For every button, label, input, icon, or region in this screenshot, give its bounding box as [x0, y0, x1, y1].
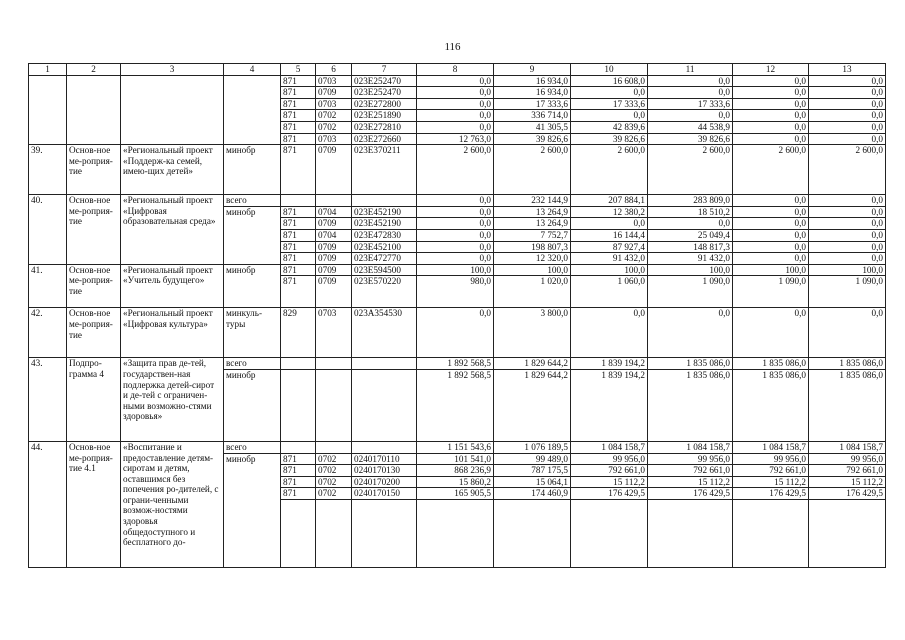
amount-cell: 787 175,5 [494, 465, 571, 477]
empty-cell [809, 499, 886, 567]
amount-cell: 0,0 [809, 253, 886, 265]
item-name: «Региональный проект «Цифровая культура» [121, 308, 224, 358]
amount-cell: 0,0 [733, 241, 809, 253]
amount-cell: 0,0 [417, 195, 494, 207]
amount-cell: 792 661,0 [648, 465, 733, 477]
amount-cell: 41 305,5 [494, 121, 571, 133]
empty-cell [316, 195, 352, 207]
executor-cell: всего [224, 441, 281, 453]
target-code-cell: 023E472830 [352, 229, 417, 241]
target-code-cell: 023E251890 [352, 110, 417, 122]
section-code-cell: 0702 [316, 488, 352, 500]
target-code-cell: 0240170110 [352, 453, 417, 465]
department-code-cell: 871 [281, 87, 316, 99]
amount-cell: 148 817,3 [648, 241, 733, 253]
section-code-cell: 0704 [316, 229, 352, 241]
amount-cell: 0,0 [648, 75, 733, 87]
target-code-cell: 023E272660 [352, 133, 417, 145]
department-code-cell: 871 [281, 229, 316, 241]
amount-cell: 1 084 158,7 [733, 441, 809, 453]
amount-cell: 25 049,4 [648, 229, 733, 241]
executor-cell: минкуль-туры [224, 308, 281, 358]
amount-cell: 0,0 [809, 308, 886, 358]
target-code-cell: 0240170130 [352, 465, 417, 477]
section-code-cell: 0703 [316, 75, 352, 87]
item-type: Основ-ное ме-роприя-тие [67, 308, 121, 358]
amount-cell: 101 541,0 [417, 453, 494, 465]
empty-cell [281, 499, 316, 567]
department-code-cell: 871 [281, 145, 316, 195]
amount-cell: 100,0 [648, 264, 733, 276]
empty-cell [316, 369, 352, 441]
empty-cell [121, 75, 224, 145]
column-header: 9 [494, 64, 571, 76]
item-type: Подпро-грамма 4 [67, 358, 121, 442]
amount-cell: 0,0 [733, 121, 809, 133]
department-code-cell: 871 [281, 75, 316, 87]
amount-cell: 91 432,0 [571, 253, 648, 265]
amount-cell: 0,0 [733, 98, 809, 110]
item-number: 41. [29, 264, 67, 308]
amount-cell: 0,0 [809, 206, 886, 218]
amount-cell: 0,0 [417, 241, 494, 253]
department-code-cell: 871 [281, 488, 316, 500]
amount-cell: 39 826,6 [571, 133, 648, 145]
amount-cell: 16 934,0 [494, 75, 571, 87]
executor-cell: минобр [224, 145, 281, 195]
empty-cell [281, 195, 316, 207]
amount-cell: 0,0 [809, 195, 886, 207]
empty-cell [281, 369, 316, 441]
amount-cell: 1 084 158,7 [648, 441, 733, 453]
amount-cell: 1 020,0 [494, 276, 571, 308]
amount-cell: 100,0 [809, 264, 886, 276]
table-row [29, 264, 886, 276]
amount-cell: 0,0 [733, 253, 809, 265]
department-code-cell: 871 [281, 276, 316, 308]
section-code-cell: 0702 [316, 465, 352, 477]
amount-cell: 1 835 086,0 [809, 358, 886, 370]
amount-cell: 0,0 [733, 229, 809, 241]
section-code-cell: 0709 [316, 253, 352, 265]
amount-cell: 87 927,4 [571, 241, 648, 253]
section-code-cell: 0709 [316, 145, 352, 195]
table-row [29, 308, 886, 358]
amount-cell: 17 333,6 [571, 98, 648, 110]
item-type: Основ-ное ме-роприя-тие [67, 195, 121, 265]
amount-cell: 0,0 [417, 229, 494, 241]
amount-cell: 336 714,0 [494, 110, 571, 122]
target-code-cell: 0240170200 [352, 476, 417, 488]
empty-cell [281, 441, 316, 453]
amount-cell: 868 236,9 [417, 465, 494, 477]
amount-cell: 1 835 086,0 [809, 369, 886, 441]
executor-cell: минобр [224, 264, 281, 308]
amount-cell: 0,0 [417, 308, 494, 358]
amount-cell: 0,0 [571, 218, 648, 230]
item-number: 44. [29, 441, 67, 567]
amount-cell: 16 608,0 [571, 75, 648, 87]
amount-cell: 2 600,0 [648, 145, 733, 195]
empty-cell [224, 75, 281, 145]
amount-cell: 0,0 [809, 75, 886, 87]
amount-cell: 0,0 [733, 75, 809, 87]
amount-cell: 15 112,2 [809, 476, 886, 488]
amount-cell: 1 151 543,6 [417, 441, 494, 453]
amount-cell: 13 264,9 [494, 206, 571, 218]
target-code-cell: 023E452100 [352, 241, 417, 253]
amount-cell: 1 084 158,7 [809, 441, 886, 453]
target-code-cell: 023A354530 [352, 308, 417, 358]
department-code-cell: 871 [281, 253, 316, 265]
amount-cell: 283 809,0 [648, 195, 733, 207]
column-header: 8 [417, 64, 494, 76]
amount-cell: 0,0 [809, 87, 886, 99]
amount-cell: 176 429,5 [809, 488, 886, 500]
table-row [29, 358, 886, 370]
amount-cell: 1 839 194,2 [571, 369, 648, 441]
amount-cell: 13 264,9 [494, 218, 571, 230]
amount-cell: 15 860,2 [417, 476, 494, 488]
section-code-cell: 0703 [316, 98, 352, 110]
amount-cell: 1 835 086,0 [733, 369, 809, 441]
amount-cell: 99 956,0 [648, 453, 733, 465]
amount-cell: 91 432,0 [648, 253, 733, 265]
amount-cell: 7 752,7 [494, 229, 571, 241]
department-code-cell: 871 [281, 453, 316, 465]
executor-cell: всего [224, 358, 281, 370]
amount-cell: 176 429,5 [733, 488, 809, 500]
target-code-cell: 023E472770 [352, 253, 417, 265]
amount-cell: 0,0 [417, 253, 494, 265]
empty-cell [352, 358, 417, 370]
target-code-cell: 023E594500 [352, 264, 417, 276]
amount-cell: 0,0 [648, 87, 733, 99]
empty-cell [494, 499, 571, 567]
column-header: 7 [352, 64, 417, 76]
amount-cell: 39 826,6 [648, 133, 733, 145]
target-code-cell: 023E272810 [352, 121, 417, 133]
amount-cell: 1 835 086,0 [733, 358, 809, 370]
amount-cell: 12 380,2 [571, 206, 648, 218]
amount-cell: 1 084 158,7 [571, 441, 648, 453]
amount-cell: 0,0 [733, 206, 809, 218]
amount-cell: 0,0 [733, 110, 809, 122]
item-type: Основ-ное ме-роприя-тие 4.1 [67, 441, 121, 567]
section-code-cell: 0702 [316, 110, 352, 122]
amount-cell: 0,0 [809, 110, 886, 122]
amount-cell: 2 600,0 [494, 145, 571, 195]
department-code-cell: 829 [281, 308, 316, 358]
department-code-cell: 871 [281, 218, 316, 230]
item-name: «Воспитание и предоставление детям-сиротам и детям, оставшимся без попечения ро-дителей, с ограни-ченными возмож-ностями здоровья общедоступного и бесплатного до- [121, 441, 224, 567]
item-number: 40. [29, 195, 67, 265]
column-header: 6 [316, 64, 352, 76]
empty-cell [67, 75, 121, 145]
item-type: Основ-ное ме-роприя-тие [67, 145, 121, 195]
amount-cell: 16 934,0 [494, 87, 571, 99]
amount-cell: 99 956,0 [571, 453, 648, 465]
empty-cell [352, 499, 417, 567]
column-header: 2 [67, 64, 121, 76]
amount-cell: 39 826,6 [494, 133, 571, 145]
department-code-cell: 871 [281, 121, 316, 133]
amount-cell: 15 112,2 [733, 476, 809, 488]
executor-cell: минобр [224, 453, 281, 567]
empty-cell [733, 499, 809, 567]
section-code-cell: 0702 [316, 121, 352, 133]
amount-cell: 0,0 [571, 308, 648, 358]
amount-cell: 0,0 [648, 218, 733, 230]
amount-cell: 0,0 [809, 218, 886, 230]
table-row [29, 75, 886, 87]
amount-cell: 16 144,4 [571, 229, 648, 241]
item-number: 39. [29, 145, 67, 195]
amount-cell: 0,0 [809, 133, 886, 145]
amount-cell: 0,0 [648, 110, 733, 122]
column-header: 10 [571, 64, 648, 76]
amount-cell: 1 835 086,0 [648, 369, 733, 441]
amount-cell: 2 600,0 [733, 145, 809, 195]
amount-cell: 1 090,0 [733, 276, 809, 308]
amount-cell: 0,0 [809, 121, 886, 133]
section-code-cell: 0709 [316, 87, 352, 99]
amount-cell: 0,0 [417, 218, 494, 230]
amount-cell: 1 076 189,5 [494, 441, 571, 453]
department-code-cell: 871 [281, 264, 316, 276]
section-code-cell: 0709 [316, 241, 352, 253]
amount-cell: 2 600,0 [571, 145, 648, 195]
column-header: 3 [121, 64, 224, 76]
target-code-cell: 023E252470 [352, 87, 417, 99]
amount-cell: 100,0 [494, 264, 571, 276]
empty-cell [29, 75, 67, 145]
item-name: «Защита прав де-тей, государствен-ная подлержка детей-сирот и де-тей с ограничен-ными возможно-стями здоровья» [121, 358, 224, 442]
item-number: 42. [29, 308, 67, 358]
amount-cell: 174 460,9 [494, 488, 571, 500]
amount-cell: 99 489,0 [494, 453, 571, 465]
amount-cell: 1 090,0 [809, 276, 886, 308]
budget-table [28, 63, 886, 568]
amount-cell: 2 600,0 [417, 145, 494, 195]
amount-cell: 0,0 [733, 87, 809, 99]
amount-cell: 0,0 [417, 110, 494, 122]
department-code-cell: 871 [281, 206, 316, 218]
amount-cell: 0,0 [809, 98, 886, 110]
column-header: 13 [809, 64, 886, 76]
amount-cell: 0,0 [648, 308, 733, 358]
target-code-cell: 023E272800 [352, 98, 417, 110]
empty-cell [316, 499, 352, 567]
department-code-cell: 871 [281, 465, 316, 477]
amount-cell: 1 829 644,2 [494, 369, 571, 441]
amount-cell: 1 829 644,2 [494, 358, 571, 370]
amount-cell: 176 429,5 [648, 488, 733, 500]
column-header: 12 [733, 64, 809, 76]
amount-cell: 3 800,0 [494, 308, 571, 358]
department-code-cell: 871 [281, 241, 316, 253]
amount-cell: 15 064,1 [494, 476, 571, 488]
section-code-cell: 0703 [316, 133, 352, 145]
amount-cell: 2 600,0 [809, 145, 886, 195]
amount-cell: 0,0 [571, 87, 648, 99]
amount-cell: 1 892 568,5 [417, 358, 494, 370]
amount-cell: 18 510,2 [648, 206, 733, 218]
executor-cell: всего [224, 195, 281, 207]
page-number: 116 [444, 41, 461, 53]
table-header-row [29, 64, 886, 76]
amount-cell: 0,0 [417, 75, 494, 87]
amount-cell: 207 884,1 [571, 195, 648, 207]
department-code-cell: 871 [281, 133, 316, 145]
amount-cell: 232 144,9 [494, 195, 571, 207]
empty-cell [417, 499, 494, 567]
amount-cell: 792 661,0 [809, 465, 886, 477]
amount-cell: 0,0 [417, 121, 494, 133]
amount-cell: 0,0 [733, 133, 809, 145]
empty-cell [316, 358, 352, 370]
amount-cell: 0,0 [733, 195, 809, 207]
empty-cell [571, 499, 648, 567]
amount-cell: 100,0 [571, 264, 648, 276]
column-header: 11 [648, 64, 733, 76]
department-code-cell: 871 [281, 98, 316, 110]
amount-cell: 176 429,5 [571, 488, 648, 500]
table-row [29, 145, 886, 195]
executor-cell: минобр [224, 369, 281, 441]
amount-cell: 17 333,6 [648, 98, 733, 110]
section-code-cell: 0709 [316, 276, 352, 308]
amount-cell: 12 320,0 [494, 253, 571, 265]
item-name: «Региональный проект «Поддерж-ка семей, имею-щих детей» [121, 145, 224, 195]
amount-cell: 100,0 [733, 264, 809, 276]
section-code-cell: 0709 [316, 218, 352, 230]
table-row [29, 195, 886, 207]
amount-cell: 0,0 [417, 87, 494, 99]
column-header: 4 [224, 64, 281, 76]
amount-cell: 0,0 [809, 229, 886, 241]
amount-cell: 15 112,2 [571, 476, 648, 488]
empty-cell [352, 369, 417, 441]
amount-cell: 99 956,0 [809, 453, 886, 465]
amount-cell: 12 763,0 [417, 133, 494, 145]
empty-cell [648, 499, 733, 567]
item-name: «Региональный проект «Учитель будущего» [121, 264, 224, 308]
column-header: 1 [29, 64, 67, 76]
amount-cell: 792 661,0 [571, 465, 648, 477]
section-code-cell: 0702 [316, 476, 352, 488]
empty-cell [316, 441, 352, 453]
target-code-cell: 023E370211 [352, 145, 417, 195]
target-code-cell: 023E452190 [352, 206, 417, 218]
amount-cell: 1 892 568,5 [417, 369, 494, 441]
amount-cell: 1 060,0 [571, 276, 648, 308]
amount-cell: 980,0 [417, 276, 494, 308]
column-header: 5 [281, 64, 316, 76]
section-code-cell: 0704 [316, 206, 352, 218]
section-code-cell: 0709 [316, 264, 352, 276]
amount-cell: 0,0 [571, 110, 648, 122]
section-code-cell: 0702 [316, 453, 352, 465]
target-code-cell: 023E452190 [352, 218, 417, 230]
amount-cell: 0,0 [733, 308, 809, 358]
amount-cell: 1 835 086,0 [648, 358, 733, 370]
department-code-cell: 871 [281, 476, 316, 488]
amount-cell: 100,0 [417, 264, 494, 276]
amount-cell: 0,0 [733, 218, 809, 230]
amount-cell: 165 905,5 [417, 488, 494, 500]
department-code-cell: 871 [281, 110, 316, 122]
target-code-cell: 0240170150 [352, 488, 417, 500]
empty-cell [352, 441, 417, 453]
amount-cell: 17 333,6 [494, 98, 571, 110]
target-code-cell: 023E252470 [352, 75, 417, 87]
amount-cell: 0,0 [809, 241, 886, 253]
amount-cell: 44 538,9 [648, 121, 733, 133]
item-name: «Региональный проект «Цифровая образовательная среда» [121, 195, 224, 265]
empty-cell [281, 358, 316, 370]
amount-cell: 0,0 [417, 98, 494, 110]
amount-cell: 1 090,0 [648, 276, 733, 308]
item-type: Основ-ное ме-роприя-тие [67, 264, 121, 308]
target-code-cell: 023E570220 [352, 276, 417, 308]
amount-cell: 0,0 [417, 206, 494, 218]
section-code-cell: 0703 [316, 308, 352, 358]
amount-cell: 1 839 194,2 [571, 358, 648, 370]
amount-cell: 99 956,0 [733, 453, 809, 465]
amount-cell: 15 112,2 [648, 476, 733, 488]
amount-cell: 792 661,0 [733, 465, 809, 477]
amount-cell: 42 839,6 [571, 121, 648, 133]
item-number: 43. [29, 358, 67, 442]
executor-cell: минобр [224, 206, 281, 264]
empty-cell [352, 195, 417, 207]
table-row [29, 441, 886, 453]
amount-cell: 198 807,3 [494, 241, 571, 253]
